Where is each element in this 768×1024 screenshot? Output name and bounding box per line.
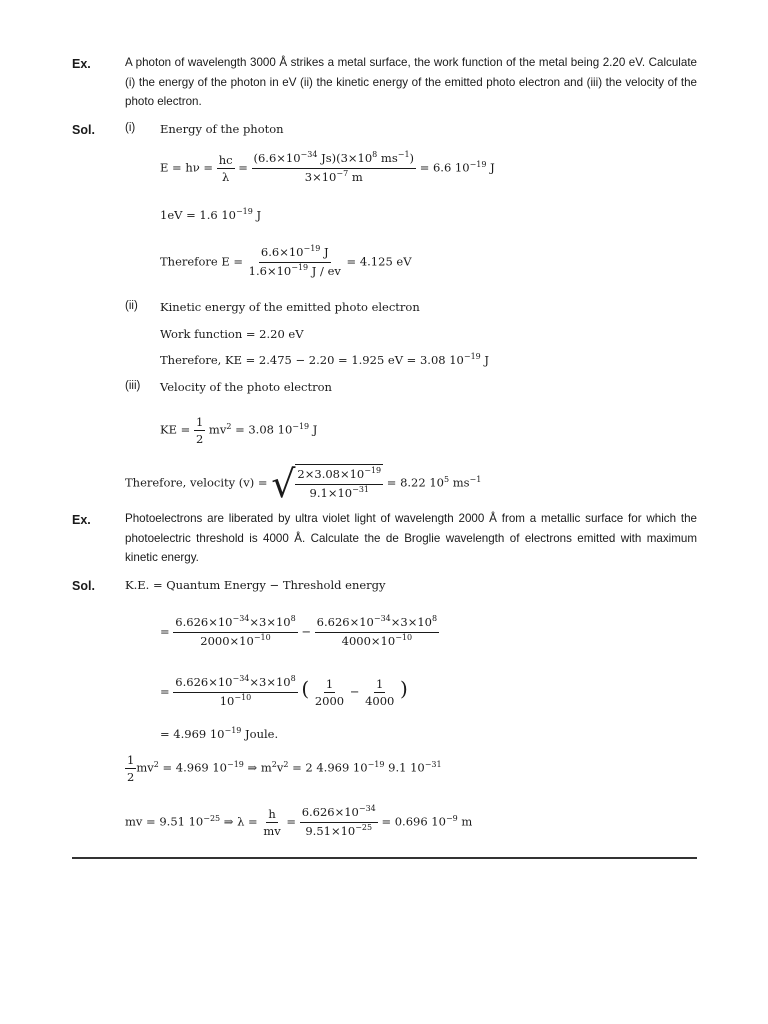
hc-over-lambda: $\frac{hc}{\lambda}$: [218, 153, 233, 184]
solution-label: Sol.: [72, 579, 95, 593]
half-fraction: $\frac{1}{2}$: [195, 415, 204, 446]
ke-definition: K.E. = Quantum Energy − Threshold energy: [125, 578, 386, 592]
velocity-equation: Therefore, velocity (v) = √ $\frac{2\times 3.08\times 10^{-19}}{9.1\times 10^{-31}}$ = 8.22 $10^5$ $ms^{-1}$: [125, 461, 482, 506]
part-number: (i): [125, 122, 136, 134]
half-fraction: $\frac{1}{2}$: [127, 753, 135, 784]
quantum-energy-fraction: $\frac{6.626\times 10^{-34}\times 3\times 10^8}{2000\times 10^{-10}}$: [175, 614, 296, 648]
square-root: [271, 461, 383, 506]
one-over-2000: $\frac{1}{2000}$: [314, 677, 345, 708]
threshold-energy-fraction: $\frac{6.626\times 10^{-34}\times 3\times 10^8}{4000\times 10^{-10}}$: [316, 614, 438, 648]
work-function-line: Work function = 2.20 eV: [160, 327, 304, 341]
example-question: Photoelectrons are liberated by ultra violet light of wavelength 2000 Å from a metallic surface for which the photoelectric threshold is 4000 Å. Calculate the de Broglie wavelength of electrons emitted with maximum kinetic energy.: [125, 512, 697, 564]
kinetic-energy-line: Therefore, KE = 2.475 − 2.20 = 1.925 eV = 3.08 $10^{-19}$ J: [160, 352, 490, 367]
de-broglie-wavelength-line: mv = 9.51 $10^{-25}$ ⇒ λ = $\frac{h}{mv}$ = $\frac{6.626\times 10^{-34}}{9.51\times 10^{-25}}$ = 0.696 $10^{-9}$ m: [125, 804, 472, 841]
eq-result: = 6.6 10: [419, 160, 470, 175]
eq-lhs: E = hν =: [160, 160, 214, 175]
photon-energy-equation: E = hν = $\frac{hc}{\lambda}$ = $\frac{(6.6\times 10^{-34} Js)(3\times 10^8 ms^{-1})}{3\times 10^{-7} m}$ = 6.6 $10^{-19}$ J: [160, 150, 495, 187]
h-over-mv: $\frac{h}{mv}$: [263, 807, 281, 838]
energy-fraction: $\frac{(6.6\times 10^{-34} Js)(3\times 10^8 ms^{-1})}{3\times 10^{-7} m}$: [253, 150, 415, 184]
energy-in-ev-equation: Therefore E = $\frac{6.6\times 10^{-19} J}{1.6\times 10^{-19} J / ev}$ = 4.125 eV: [160, 244, 412, 281]
example-label: Ex.: [72, 513, 91, 527]
part-title: Energy of the photon: [160, 122, 284, 136]
example-question: A photon of wavelength 3000 Å strikes a metal surface, the work function of the metal being 2.20 eV. Calculate (i) the energy of the photon in eV (ii) the kinetic energy of the emitted photo electron and (iii) the velocity of the photo electron.: [125, 56, 697, 108]
part-title: Velocity of the photo electron: [160, 380, 332, 394]
ke-difference-equation: = $\frac{6.626\times 10^{-34}\times 3\times 10^8}{2000\times 10^{-10}}$ − $\frac{6.626\times 10^{-34}\times 3\times 10^8}{4000\times 10^{-10}}$: [160, 614, 439, 651]
example-label: Ex.: [72, 57, 91, 71]
wavelength-fraction: $\frac{6.626\times 10^{-34}}{9.51\times 10^{-25}}$: [301, 804, 376, 838]
part-number: (iii): [125, 380, 141, 392]
ke-half-mv2-equation: KE = $\frac{1}{2}$ $mv^2 = 3.08$ $10^{-19}$ J: [160, 415, 318, 446]
solution-label: Sol.: [72, 123, 95, 137]
section-divider: [72, 857, 697, 859]
ev-conversion: 1eV = 1.6 $10^{-19}$ J: [160, 207, 262, 222]
part-number: (ii): [125, 300, 138, 312]
energy-ev-fraction: $\frac{6.6\times 10^{-19} J}{1.6\times 10^{-19} J / ev}$: [248, 244, 341, 278]
part-title: Kinetic energy of the emitted photo electron: [160, 300, 420, 314]
ke-factored-equation: = $\frac{6.626\times 10^{-34}\times 3\times 10^8}{10^{-10}}$ ( $\frac{1}{2000}$ − $\frac{1}{4000}$ ): [160, 674, 408, 711]
one-over-4000: $\frac{1}{4000}$: [365, 677, 395, 708]
velocity-fraction: $\frac{2\times 3.08\times 10^{-19}}{9.1\times 10^{-31}}$: [295, 464, 383, 503]
radical-sign: √: [271, 461, 296, 506]
ke-result-line: = 4.969 $10^{-19}$ Joule.: [160, 726, 279, 741]
common-factor-fraction: $\frac{6.626\times 10^{-34}\times 3\times 10^8}{10^{-10}}$: [175, 674, 296, 708]
momentum-squared-line: $\frac{1}{2}$ $mv^2 = 4.969$ $10^{-19}$ ⇒ $m^2v^2 = 2$ 4.969 $10^{-19}$ 9.1 $10^{-31}$: [127, 753, 442, 784]
